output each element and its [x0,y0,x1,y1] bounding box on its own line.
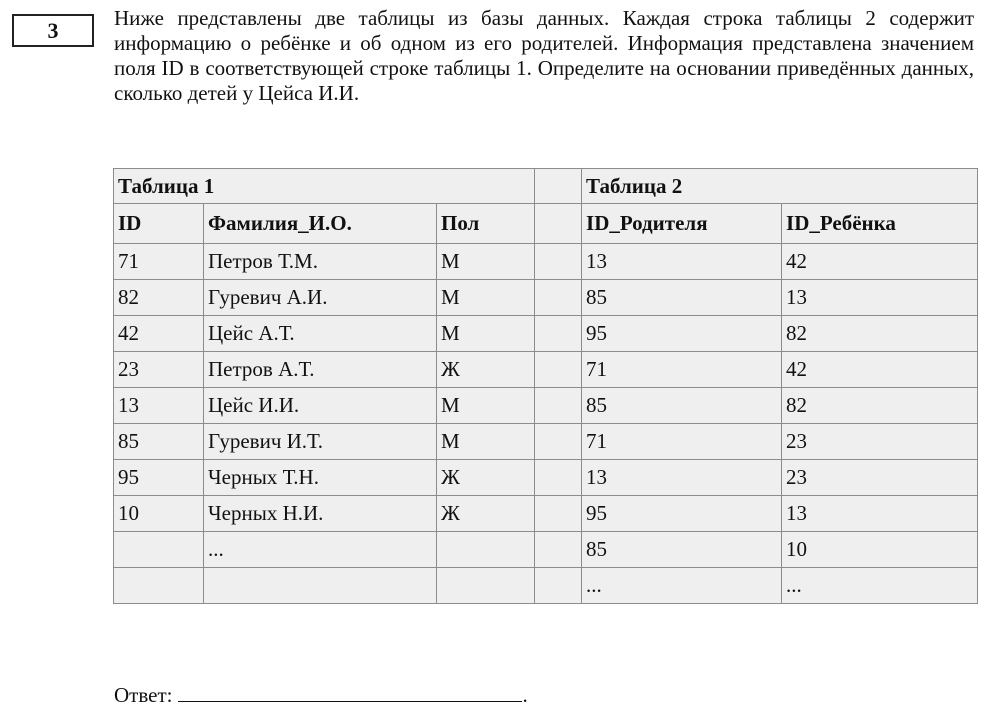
table2-cell: 42 [782,352,978,388]
table1-cell: М [437,280,535,316]
table1-cell: 13 [114,388,204,424]
data-tables [113,168,978,604]
table-row [114,532,978,568]
table1-column-header: Пол [437,204,535,244]
answer-period: . [522,683,528,707]
table-gap-cell [535,568,582,604]
table-row [114,316,978,352]
table2-cell: 13 [782,280,978,316]
table-gap-cell [535,388,582,424]
table-header-row [114,204,978,244]
answer-label: Ответ: [114,683,173,707]
table1-cell [114,568,204,604]
table-row [114,424,978,460]
table1-cell: Петров А.Т. [204,352,437,388]
table-gap-cell [535,424,582,460]
table1-cell: Цейс А.Т. [204,316,437,352]
table1-title: Таблица 1 [114,169,535,204]
table1-column-header: Фамилия_И.О. [204,204,437,244]
answer-area [114,683,528,708]
table-gap-cell [535,204,582,244]
table2-cell: 95 [582,496,782,532]
table-row [114,388,978,424]
answer-input-line[interactable] [178,683,522,702]
table2-cell: 82 [782,388,978,424]
table2-cell: ... [582,568,782,604]
table1-cell: 82 [114,280,204,316]
table1-cell: 10 [114,496,204,532]
task-number: 3 [47,17,59,43]
table1-cell: Петров Т.М. [204,244,437,280]
table1-cell: Ж [437,496,535,532]
table1-cell: Гуревич И.Т. [204,424,437,460]
table-gap-cell [535,169,582,204]
table1-column-header: ID [114,204,204,244]
table2-cell: 42 [782,244,978,280]
table1-cell: 71 [114,244,204,280]
table2-column-header: ID_Родителя [582,204,782,244]
table-gap-cell [535,280,582,316]
table-title-row [114,169,978,204]
table1-cell [437,532,535,568]
table1-cell: Ж [437,460,535,496]
table1-cell: Черных Н.И. [204,496,437,532]
table2-cell: 23 [782,460,978,496]
table1-cell [114,532,204,568]
table1-cell [204,568,437,604]
table1-cell: 95 [114,460,204,496]
table2-cell: ... [782,568,978,604]
table2-cell: 85 [582,388,782,424]
table-row [114,280,978,316]
table2-cell: 23 [782,424,978,460]
table-row [114,568,978,604]
table-gap-cell [535,496,582,532]
table-gap-cell [535,352,582,388]
table2-cell: 71 [582,352,782,388]
table1-cell: М [437,424,535,460]
table1-cell: М [437,388,535,424]
table-gap-cell [535,532,582,568]
table-row [114,496,978,532]
table1-cell: М [437,316,535,352]
table1-cell: ... [204,532,437,568]
table2-cell: 95 [582,316,782,352]
table2-cell: 13 [582,460,782,496]
table2-column-header: ID_Ребёнка [782,204,978,244]
table2-cell: 85 [582,532,782,568]
table1-cell: Ж [437,352,535,388]
table2-cell: 13 [782,496,978,532]
table1-cell [437,568,535,604]
table2-cell: 10 [782,532,978,568]
table2-cell: 13 [582,244,782,280]
task-number-box [12,14,94,47]
table-row [114,244,978,280]
table2-cell: 71 [582,424,782,460]
table2-cell: 85 [582,280,782,316]
table2-cell: 82 [782,316,978,352]
table-row [114,352,978,388]
table1-cell: Гуревич А.И. [204,280,437,316]
table1-cell: 85 [114,424,204,460]
table2-title: Таблица 2 [582,169,978,204]
table1-cell: 23 [114,352,204,388]
table1-cell: 42 [114,316,204,352]
table-gap-cell [535,244,582,280]
table-gap-cell [535,460,582,496]
table1-cell: Черных Т.Н. [204,460,437,496]
table-row [114,460,978,496]
table1-cell: М [437,244,535,280]
table1-cell: Цейс И.И. [204,388,437,424]
table-gap-cell [535,316,582,352]
question-text: Ниже представлены две таблицы из базы данных. Каждая строка таблицы 2 содержит информацию о ребёнке и об одном из его родителей. Информация представлена значением поля ID в соответствующей строке таблицы 1. Определите на основании приведённых данных, сколько детей у Цейса И.И. [114,6,974,105]
